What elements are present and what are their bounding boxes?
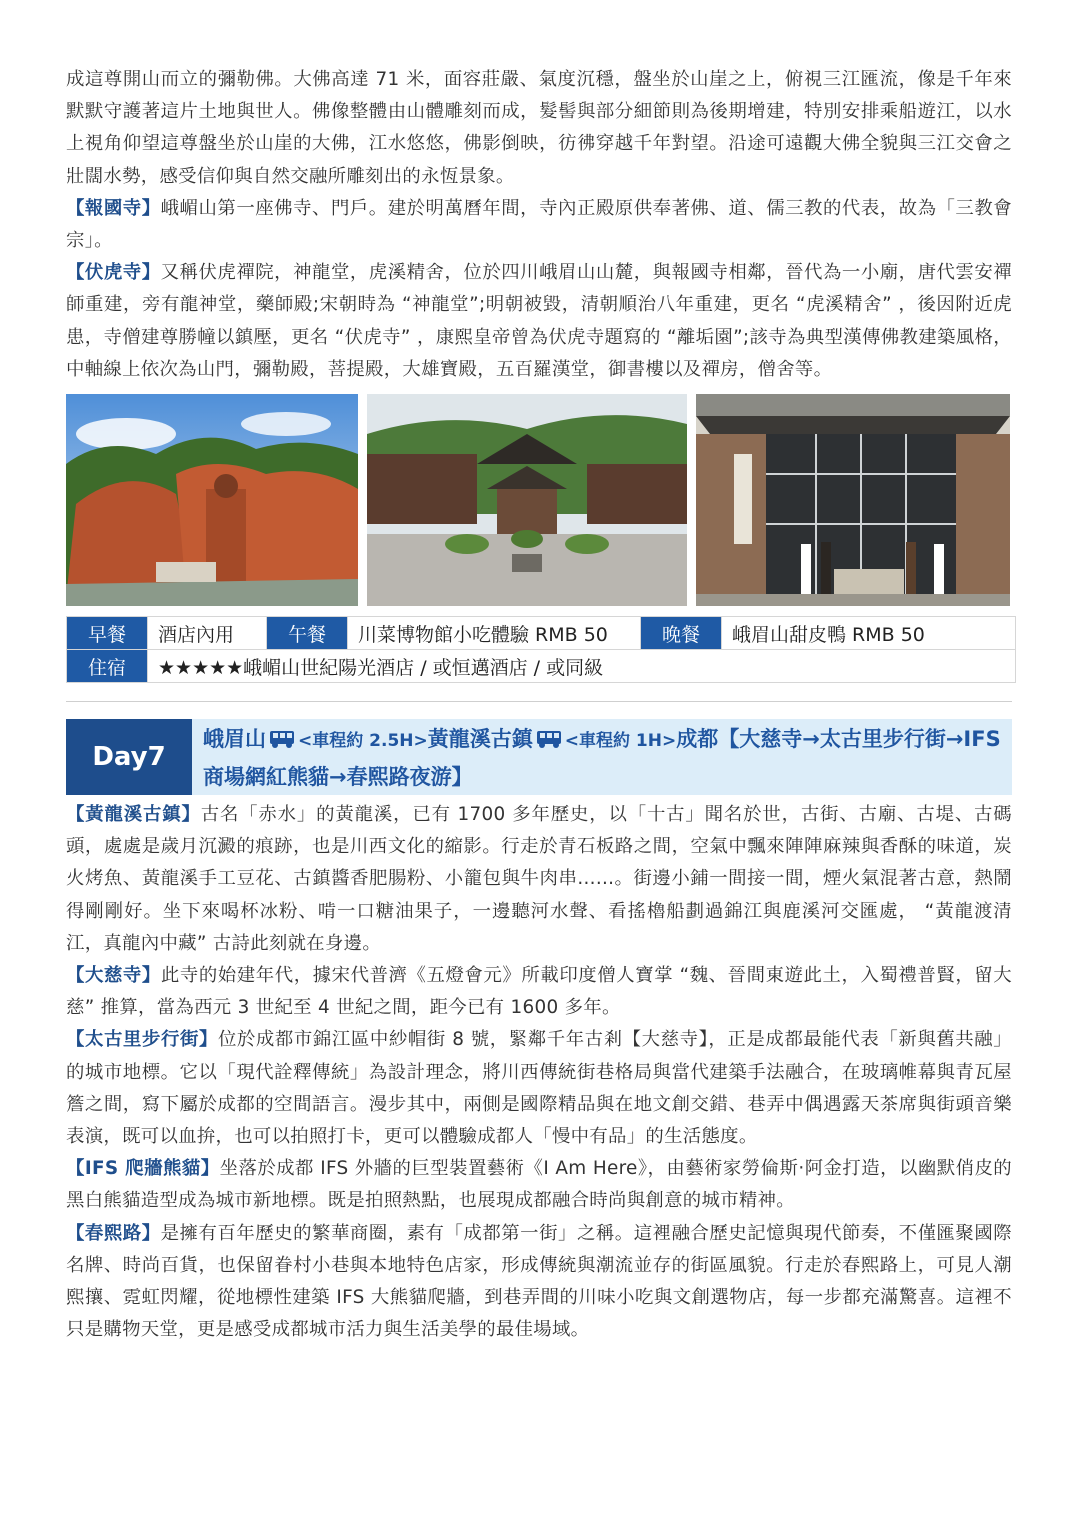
ifs-panda-text: 坐落於成都 IFS 外牆的巨型裝置藝術《I Am Here》，由藝術家勞倫斯·阿金打造，以幽默俏皮的黑白熊貓造型成為城市新地標。既是拍照熱點，也展現成都融合時尚與創意的城市精神。 [66,1158,1012,1212]
photo-strip [66,394,1012,606]
photo-fuhu-temple [367,394,687,606]
dinner-label: 晚餐 [641,617,722,650]
chunxi-road-title: 【春熙路】 [66,1222,161,1244]
route-stop-emeishan: 峨眉山 [203,727,266,752]
baoguo-temple-paragraph [66,193,1012,257]
route-stop-huanglongxi: 黃龍溪古鎮 [427,727,533,752]
dinner-value: 峨眉山甜皮鴨 RMB 50 [722,617,1016,650]
daci-temple-paragraph [66,960,1012,1024]
baoguo-temple-title: 【報國寺】 [66,197,161,219]
chunxi-road-paragraph [66,1218,1012,1347]
itinerary-page [66,64,1012,1346]
day7-badge: Day7 [66,719,192,795]
section-divider [66,701,1012,702]
route-drive-time-1: <車程約 2.5H> [298,731,428,752]
daci-temple-title: 【大慈寺】 [66,965,161,987]
hotel-value: ★★★★★峨嵋山世紀陽光酒店 / 或恒邁酒店 / 或同級 [148,650,1016,683]
baoguo-temple-text: 峨嵋山第一座佛寺、門戶。建於明萬曆年間，寺內正殿原供奉著佛、道、儒三教的代表，故為「三教會宗」。 [66,197,1012,252]
day7-header [66,719,1012,795]
fuhu-temple-text: 又稱伏虎禪院，神龍堂，虎溪精舍，位於四川峨眉山山麓，與報國寺相鄰，晉代為一小廟，唐代雲安禪師重建，旁有龍神堂，藥師殿;宋朝時為 “神龍堂”;明朝被毀，清朝順治八年重建，更名 “虎溪精舍” ，後因附近虎患，寺僧建尊勝幢以鎮壓，更名 “伏虎寺” ，康熙皇帝曾為伏虎寺題寫的 “離垢園”;該寺為典型漢傳佛教建築風格，中軸線上依次為山門，彌勒殿，菩提殿，大雄寶殿，五百羅漢堂，御書樓以及禪房，僧舍等。 [66,262,1012,380]
photo-leshan-giant-buddha [66,394,358,606]
taikoo-li-paragraph [66,1024,1012,1153]
chunxi-road-text: 是擁有百年歷史的繁華商圈，素有「成都第一街」之稱。這裡融合歷史記憶與現代節奏，不僅匯聚國際名牌、時尚百貨，也保留眷村小巷與本地特色店家，形成傳統與潮流並存的街區風貌。行走於春熙路上，可見人潮熙攘、霓虹閃耀，從地標性建築 IFS 大熊貓爬牆，到巷弄間的川味小吃與文創選物店，每一步都充滿驚喜。這裡不只是購物天堂，更是感受成都城市活力與生活美學的最佳場域。 [66,1222,1012,1341]
hotel-label: 住宿 [67,650,148,683]
day7-route-title [192,719,1012,795]
route-stop-chengdu: 成都【大慈寺→太古里步行街→IFS 商場網紅熊貓→春熙路夜游】 [203,727,1001,790]
breakfast-label: 早餐 [67,617,148,650]
breakfast-value: 酒店內用 [148,617,267,650]
bus-icon [269,725,295,760]
huanglongxi-text: 古名「赤水」的黃龍溪，已有 1700 多年歷史，以「十古」聞名於世，古街、古廟、古堤、古碼頭，處處是歲月沉澱的痕跡，也是川西文化的縮影。行走於青石板路之間，空氣中飄來陣陣麻辣與香酥的味道，炭火烤魚、黃龍溪手工豆花、古鎮醬香肥腸粉、小籠包與牛肉串......。街邊小鋪一間接一間，煙火氣混著古意，熱鬧得剛剛好。坐下來喝杯冰粉、啃一口糖油果子，一邊聽河水聲、看搖櫓船劃過錦江與鹿溪河交匯處， “黃龍渡清江，真龍內中藏” 古詩此刻就在身邊。 [66,804,1012,954]
daci-temple-text: 此寺的始建年代，據宋代普濟《五燈會元》所載印度僧人寶掌 “魏、晉間東遊此土，入蜀禮普賢，留大慈” 推算，當為西元 3 世紀至 4 世紀之間，距今已有 1600 多年。 [66,965,1012,1019]
lunch-label: 午餐 [267,617,348,650]
leshan-buddha-paragraph: 成這尊開山而立的彌勒佛。大佛高達 71 米，面容莊嚴、氣度沉穩，盤坐於山崖之上，俯視三江匯流，像是千年來默默守護著這片土地與世人。佛像整體由山體雕刻而成，髮髻與部分細節則為後期增建，特別安排乘船遊江，以水上視角仰望這尊盤坐於山崖的大佛，江水悠悠，佛影倒映，彷彿穿越千年對望。沿途可遠觀大佛全貌與三江交會之壯闊水勢，感受信仰與自然交融所雕刻出的永恆景象。 [66,69,1012,187]
day7-description [66,799,1012,1346]
ifs-panda-paragraph [66,1153,1012,1217]
photo-baoguo-temple-entrance [696,394,1010,606]
taikoo-li-title: 【太古里步行街】 [66,1029,218,1051]
ifs-panda-title: 【IFS 爬牆熊貓】 [66,1158,220,1180]
huanglongxi-paragraph [66,799,1012,960]
fuhu-temple-paragraph [66,257,1012,386]
bus-icon [536,725,562,760]
route-drive-time-2: <車程約 1H> [564,731,677,752]
taikoo-li-text: 位於成都市錦江區中紗帽街 8 號，緊鄰千年古剎【大慈寺】，正是成都最能代表「新與舊共融」的城市地標。它以「現代詮釋傳統」為設計理念，將川西傳統街巷格局與當代建築手法融合，在玻璃帷幕與青瓦屋簷之間，寫下屬於成都的空間語言。漫步其中，兩側是國際精品與在地文創交錯、巷弄中偶遇露天茶席與街頭音樂表演，既可以血拚，也可以拍照打卡，更可以體驗成都人「慢中有品」的生活態度。 [66,1029,1012,1148]
lunch-value: 川菜博物館小吃體驗 RMB 50 [348,617,641,650]
fuhu-temple-title: 【伏虎寺】 [66,262,161,284]
huanglongxi-title: 【黃龍溪古鎮】 [66,804,201,826]
meals-table [66,616,1016,683]
